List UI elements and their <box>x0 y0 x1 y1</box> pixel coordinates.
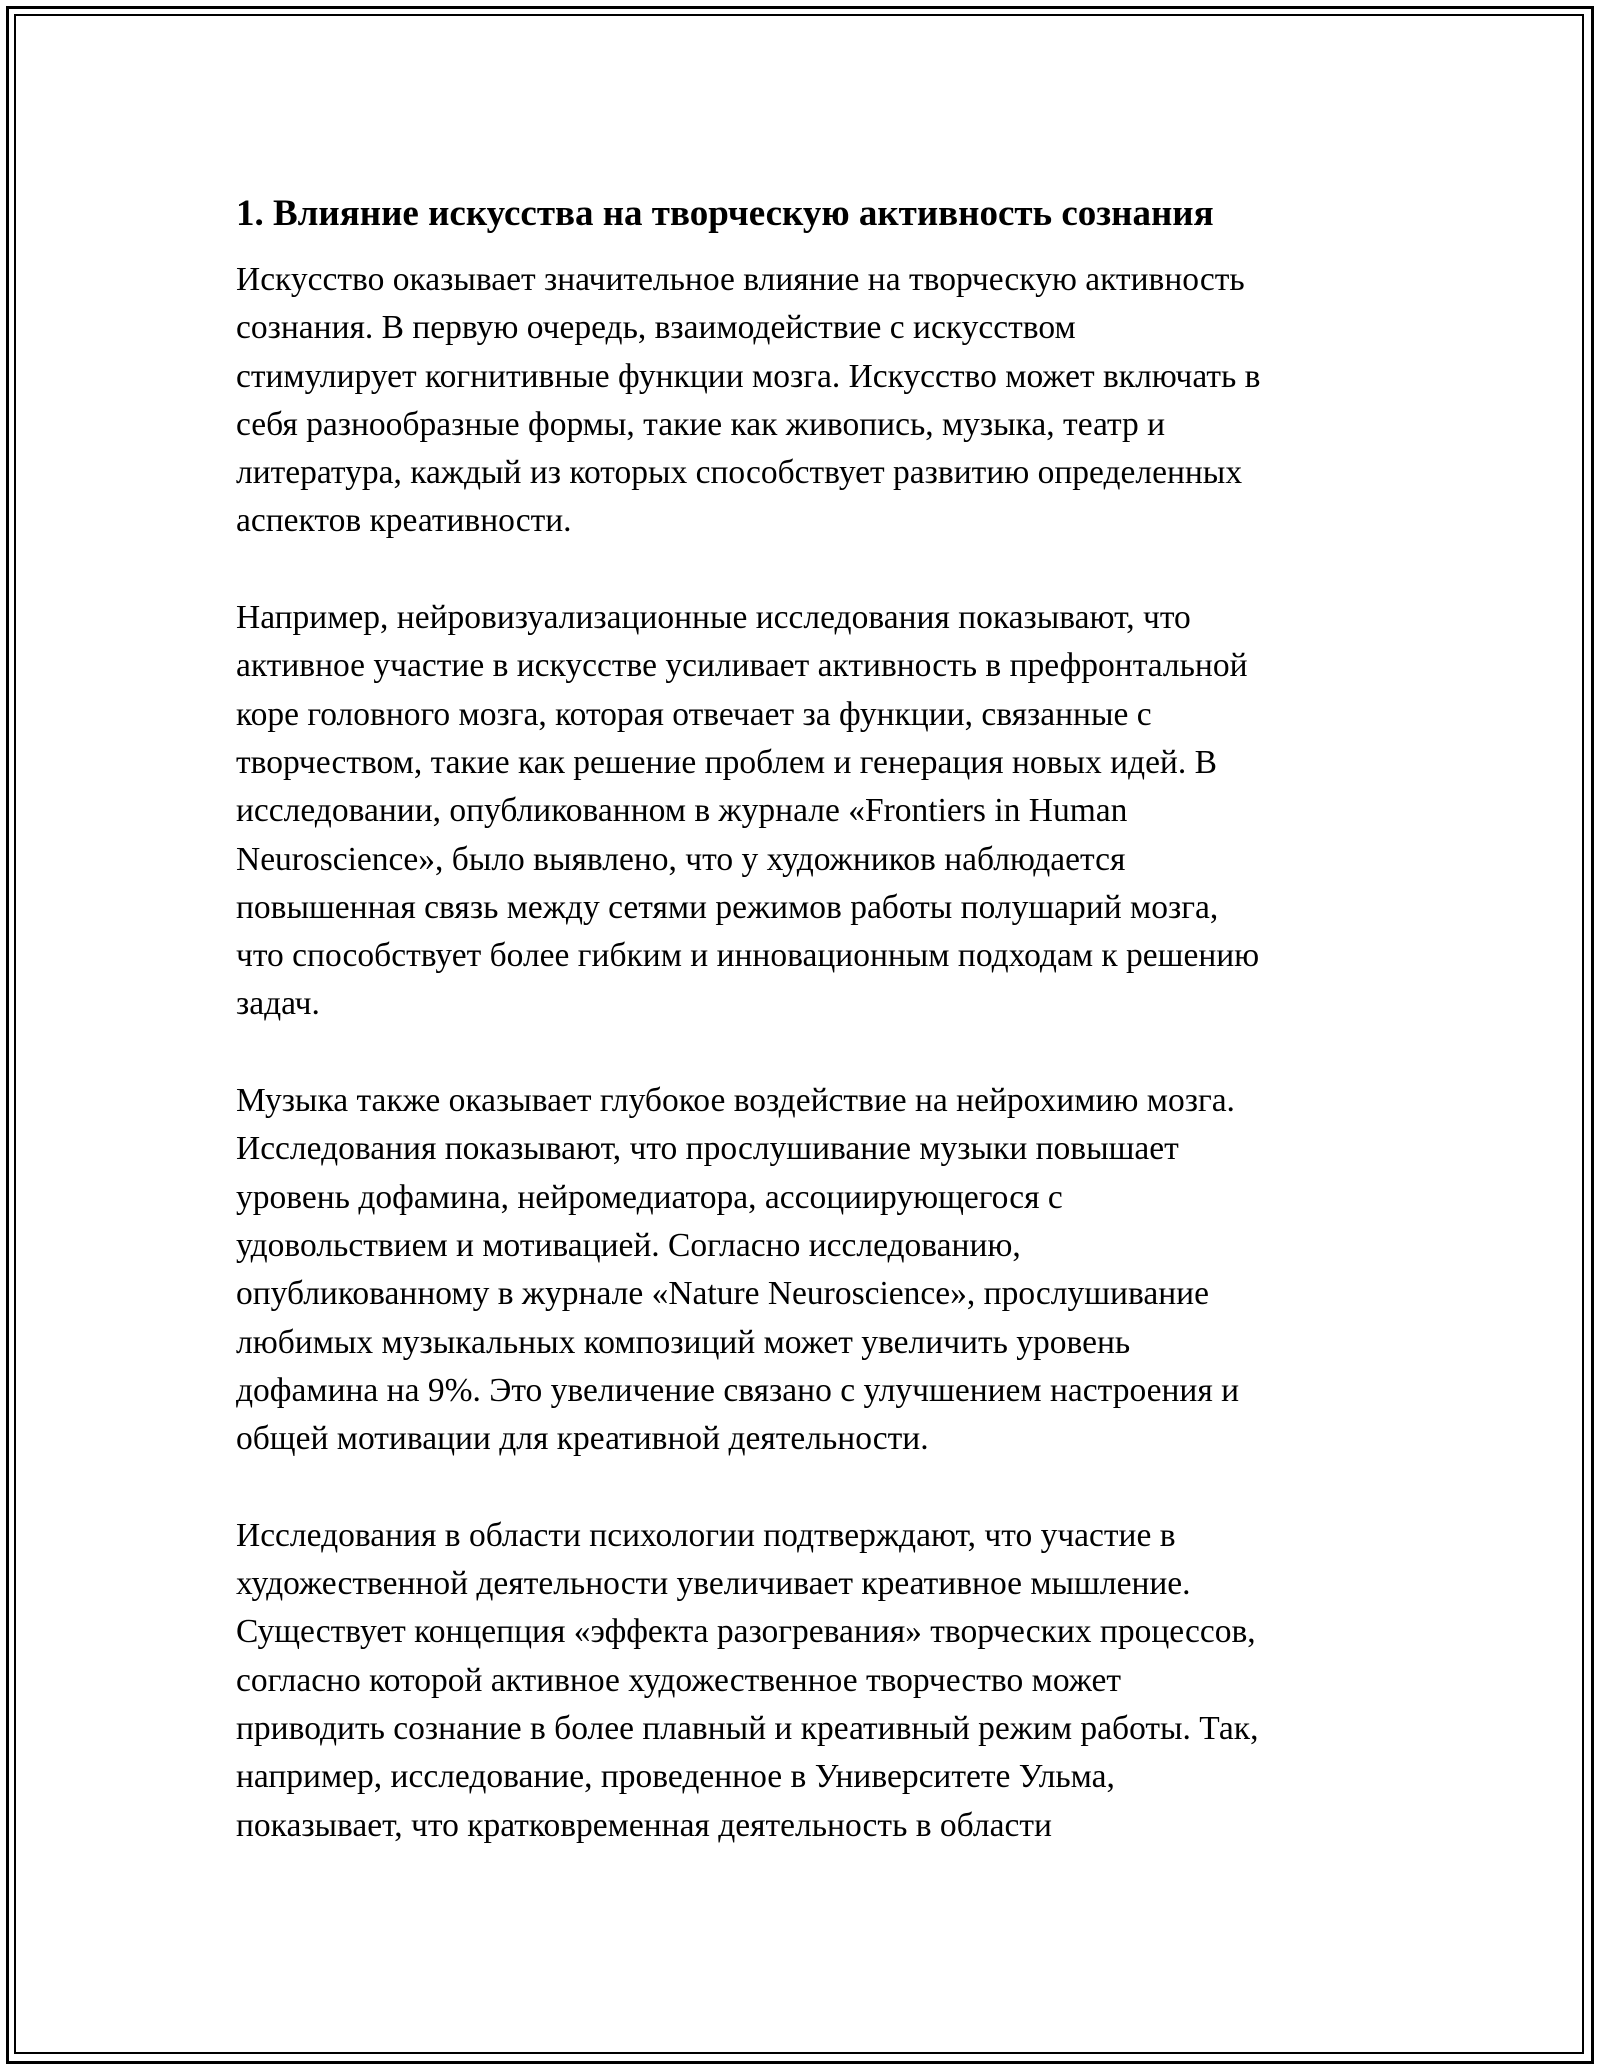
paragraph-1 <box>236 256 1386 546</box>
paragraph-line: приводить сознание в более плавный и креативный режим работы. Так, <box>236 1709 1259 1747</box>
paragraph-line: себя разнообразные формы, такие как живопись, музыка, театр и <box>236 405 1166 443</box>
paragraph-line: исследовании, опубликованном в журнале «Frontiers in Human <box>236 792 1128 830</box>
paragraph-line: согласно которой активное художественное творчество может <box>236 1661 1121 1699</box>
paragraph-line: Neuroscience», было выявлено, что у художников наблюдается <box>236 840 1126 878</box>
paragraph-line: Например, нейровизуализационные исследования показывают, что <box>236 599 1191 637</box>
paragraph-line: творчеством, такие как решение проблем и генерация новых идей. В <box>236 743 1217 781</box>
paragraph-line: коре головного мозга, которая отвечает за функции, связанные с <box>236 695 1152 733</box>
paragraph-2 <box>236 594 1386 1029</box>
paragraph-line: стимулирует когнитивные функции мозга. Искусство может включать в <box>236 357 1261 395</box>
paragraph-line: показывает, что кратковременная деятельность в области <box>236 1806 1052 1844</box>
paragraph-3 <box>236 1077 1386 1463</box>
paragraph-line: Искусство оказывает значительное влияние на творческую активность <box>236 261 1245 298</box>
paragraph-line: Исследования в области психологии подтверждают, что участие в <box>236 1516 1176 1554</box>
paragraph-line: Музыка также оказывает глубокое воздействие на нейрохимию мозга. <box>236 1082 1235 1120</box>
paragraph-line: Исследования показывают, что прослушивание музыки повышает <box>236 1130 1179 1168</box>
paragraph-line: дофамина на 9%. Это увеличение связано с улучшением настроения и <box>236 1371 1240 1409</box>
paragraph-line: повышенная связь между сетями режимов работы полушарий мозга, <box>236 888 1219 926</box>
paragraph-line: общей мотивации для креативной деятельности. <box>236 1420 929 1458</box>
paragraph-line: например, исследование, проведенное в Университете Ульма, <box>236 1758 1115 1796</box>
paragraph-line: задач. <box>236 985 320 1023</box>
paragraph-line: что способствует более гибким и инновационным подходам к решению <box>236 937 1260 975</box>
paragraph-line: опубликованному в журнале «Nature Neuroscience», прослушивание <box>236 1275 1209 1313</box>
paragraph-line: активное участие в искусстве усиливает активность в префронтальной <box>236 647 1248 685</box>
section-heading: 1. Влияние искусства на творческую активность сознания <box>236 193 1214 234</box>
paragraph-4 <box>236 1512 1386 1850</box>
paragraph-line: аспектов креативности. <box>236 502 572 540</box>
paragraph-line: удовольствием и мотивацией. Согласно исследованию, <box>236 1226 1021 1264</box>
paragraph-line: литература, каждый из которых способствует развитию определенных <box>236 454 1243 492</box>
paragraph-line: любимых музыкальных композиций может увеличить уровень <box>236 1323 1131 1361</box>
paragraph-line: уровень дофамина, нейромедиатора, ассоциирующегося с <box>236 1178 1063 1216</box>
paragraph-line: Существует концепция «эффекта разогревания» творческих процессов, <box>236 1613 1256 1651</box>
paragraph-line: художественной деятельности увеличивает креативное мышление. <box>236 1565 1191 1603</box>
paragraph-line: сознания. В первую очередь, взаимодействие с искусством <box>236 309 1076 347</box>
document-body <box>236 188 1386 1898</box>
